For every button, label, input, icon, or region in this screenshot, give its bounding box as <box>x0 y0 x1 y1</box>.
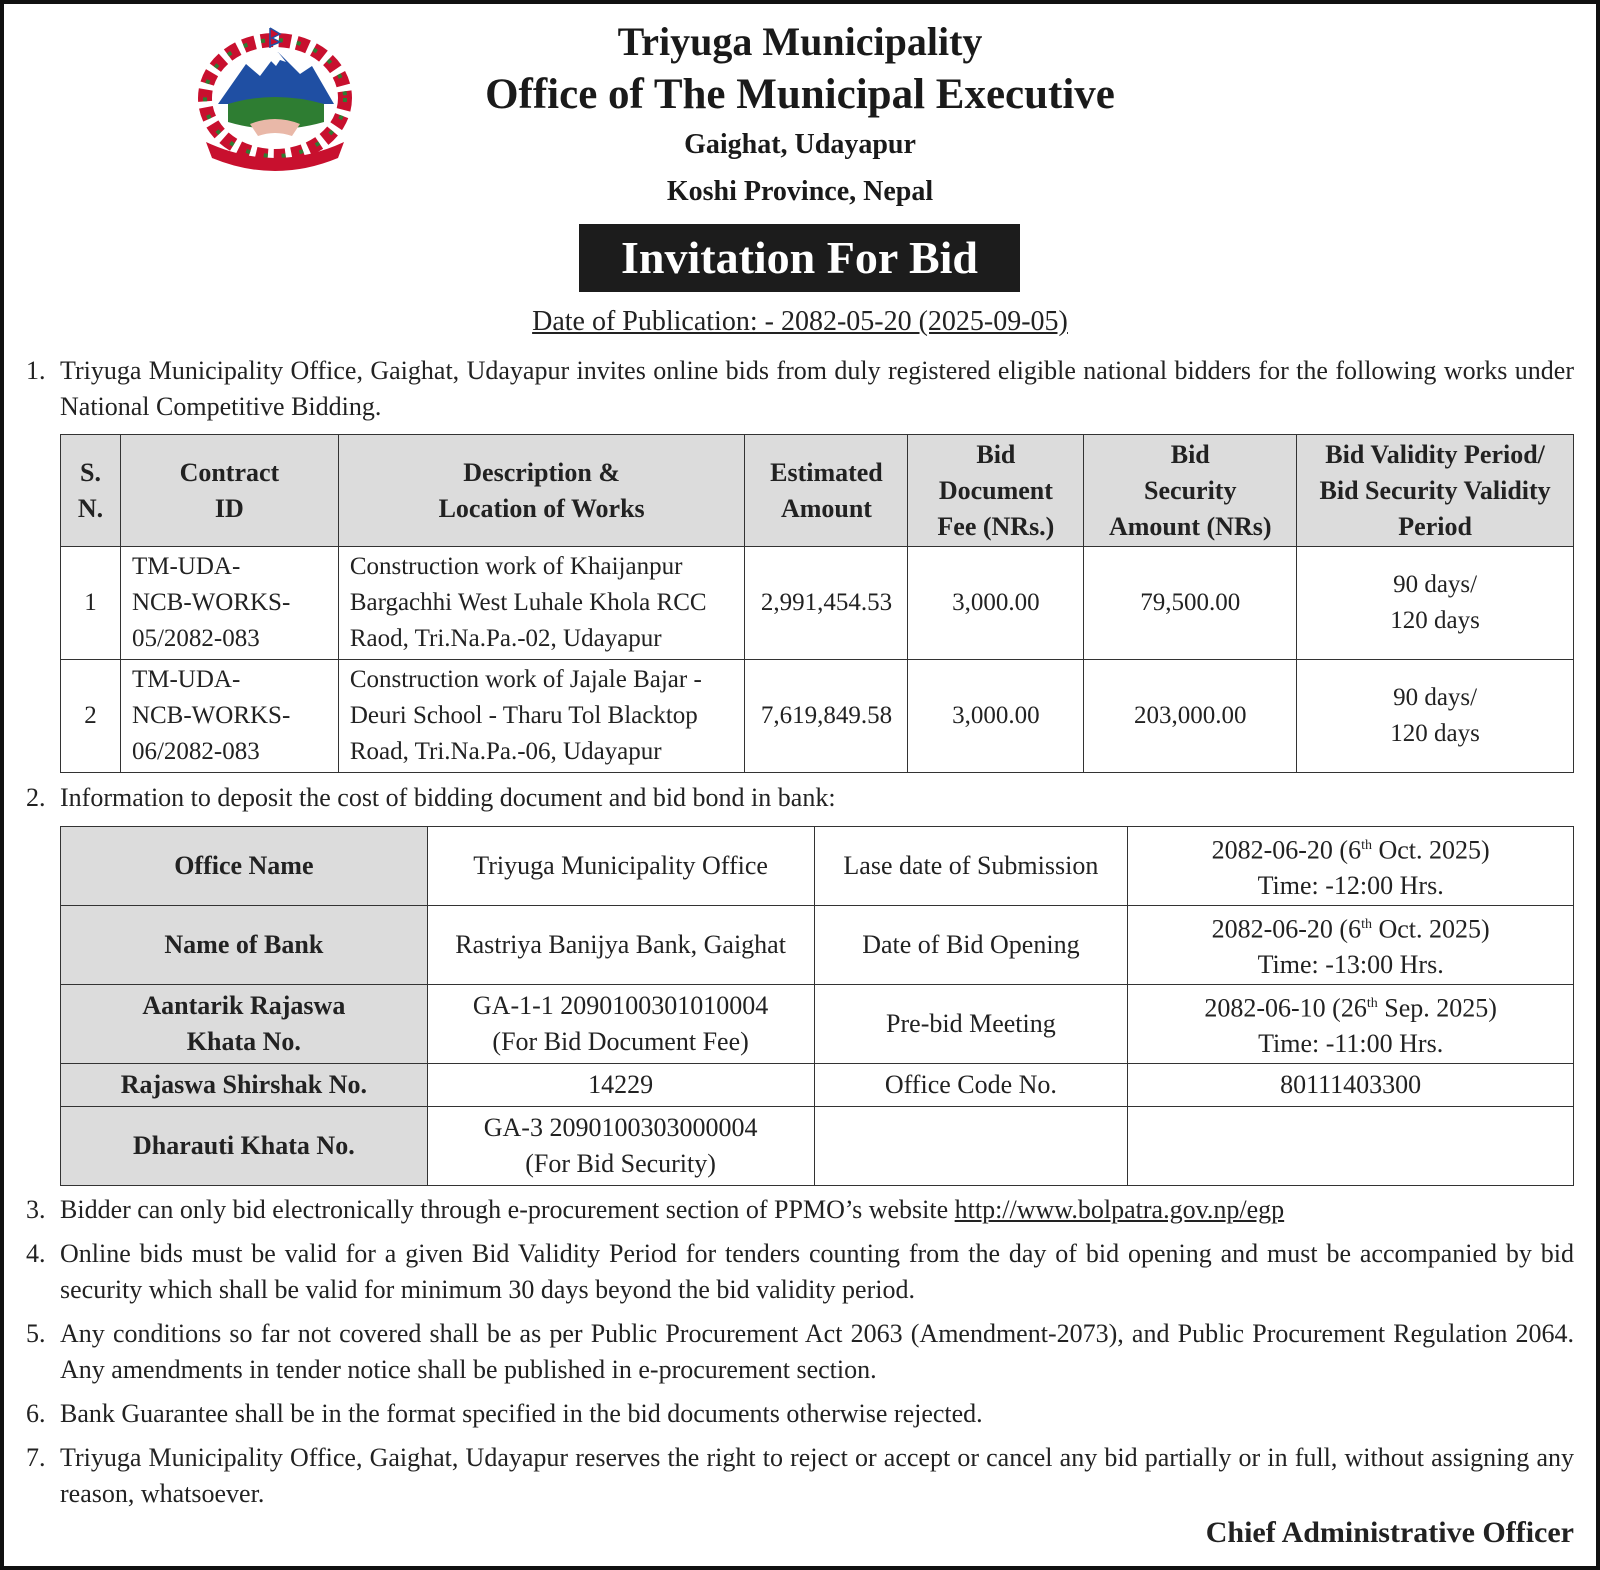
works-table-header <box>61 435 1574 547</box>
submission-value: 2082-06-20 (6th Oct. 2025) Time: -12:00 Hrs. <box>1128 827 1574 906</box>
address-line-1: Gaighat, Udayapur <box>684 129 916 160</box>
table-row <box>61 906 1574 985</box>
header-estimated: Estimated Amount <box>745 435 908 547</box>
clause-6: 6. Bank Guarantee shall be in the format specified in the bid documents otherwise rejected. <box>26 1399 983 1428</box>
row-contract-id: TM-UDA- NCB-WORKS- 05/2082-083 <box>120 547 338 660</box>
row-validity: 90 days/ 120 days <box>1297 660 1574 773</box>
row-estimated: 7,619,849.58 <box>745 660 908 773</box>
row-sn: 2 <box>61 660 121 773</box>
shirshak-value: 14229 <box>427 1064 814 1107</box>
clause-5: 5. Any conditions so far not covered shall be as per Public Procurement Act 2063 (Amendment-2073), and Public Procurement Regulation 2064. Any amendments in tender notice shall be published in e-procurement section. <box>26 1319 1574 1384</box>
header-contract-id: Contract ID <box>120 435 338 547</box>
header-sn: S. N. <box>61 435 121 547</box>
table-row <box>61 660 1574 773</box>
prebid-label: Pre-bid Meeting <box>814 985 1128 1064</box>
address-line-2: Koshi Province, Nepal <box>666 176 934 207</box>
row-contract-id: TM-UDA- NCB-WORKS- 06/2082-083 <box>120 660 338 773</box>
header-validity: Bid Validity Period/ Bid Security Validity Period <box>1297 435 1574 547</box>
municipality-title: Triyuga Municipality <box>617 19 983 64</box>
table-row <box>61 985 1574 1064</box>
signature-title: Chief Administrative Officer <box>1205 1516 1574 1549</box>
row-estimated: 2,991,454.53 <box>745 547 908 660</box>
clause-2: 2. Information to deposit the cost of bidding document and bid bond in bank: <box>26 783 836 812</box>
table-row <box>61 1107 1574 1186</box>
empty-cell <box>814 1107 1128 1186</box>
header-description: Description & Location of Works <box>338 435 745 547</box>
shirshak-label: Rajaswa Shirshak No. <box>61 1064 428 1107</box>
row-description: Construction work of Jajale Bajar - Deuri School - Tharu Tol Blacktop Road, Tri.Na.Pa.-06, Udayapur <box>338 660 745 773</box>
publication-date: Date of Publication: - 2082-05-20 (2025-09-05) <box>532 306 1068 337</box>
clause-4: 4. Online bids must be valid for a given Bid Validity Period for tenders counting from the day of bid opening and must be accompanied by bid security which shall be valid for minimum 30 days beyond the bid validity period. <box>26 1239 1574 1304</box>
row-doc-fee: 3,000.00 <box>908 660 1084 773</box>
row-sn: 1 <box>61 547 121 660</box>
dharauti-label: Dharauti Khata No. <box>61 1107 428 1186</box>
bank-info-table <box>60 826 1574 1186</box>
clause-3: 3. Bidder can only bid electronically through e-procurement section of PPMO’s website http://www.bolpatra.gov.np/egp <box>26 1195 1285 1224</box>
table-row <box>61 547 1574 660</box>
clause-7: 7. Triyuga Municipality Office, Gaighat, Udayapur reserves the right to reject or accept or cancel any bid partially or in full, without assigning any reason, whatsoever. <box>26 1443 1574 1508</box>
bid-opening-value: 2082-06-20 (6th Oct. 2025) Time: -13:00 Hrs. <box>1128 906 1574 985</box>
works-table <box>60 434 1574 773</box>
clause-1: 1. Triyuga Municipality Office, Gaighat, Udayapur invites online bids from duly registered eligible national bidders for the following works under National Competitive Bidding. <box>26 356 1574 421</box>
dharauti-value: GA-3 2090100303000004 (For Bid Security) <box>427 1107 814 1186</box>
khata-label: Aantarik Rajaswa Khata No. <box>61 985 428 1064</box>
office-name-value: Triyuga Municipality Office <box>427 827 814 906</box>
empty-cell <box>1128 1107 1574 1186</box>
table-row <box>61 1064 1574 1107</box>
row-description: Construction work of Khaijanpur Bargachhi West Luhale Khola RCC Raod, Tri.Na.Pa.-02, Udayapur <box>338 547 745 660</box>
bank-name-value: Rastriya Banijya Bank, Gaighat <box>427 906 814 985</box>
row-security: 203,000.00 <box>1084 660 1297 773</box>
invitation-banner: Invitation For Bid <box>579 224 1020 292</box>
bid-opening-label: Date of Bid Opening <box>814 906 1128 985</box>
header-security: Bid Security Amount (NRs) <box>1084 435 1297 547</box>
office-code-label: Office Code No. <box>814 1064 1128 1107</box>
table-row <box>61 827 1574 906</box>
header-doc-fee: Bid Document Fee (NRs.) <box>908 435 1084 547</box>
submission-label: Lase date of Submission <box>814 827 1128 906</box>
row-security: 79,500.00 <box>1084 547 1297 660</box>
khata-value: GA-1-1 2090100301010004 (For Bid Document Fee) <box>427 985 814 1064</box>
bolpatra-link[interactable]: http://www.bolpatra.gov.np/egp <box>954 1195 1285 1224</box>
row-doc-fee: 3,000.00 <box>908 547 1084 660</box>
office-code-value: 80111403300 <box>1128 1064 1574 1107</box>
bank-name-label: Name of Bank <box>61 906 428 985</box>
office-title: Office of The Municipal Executive <box>485 71 1115 118</box>
prebid-value: 2082-06-10 (26th Sep. 2025) Time: -11:00 Hrs. <box>1128 985 1574 1064</box>
row-validity: 90 days/ 120 days <box>1297 547 1574 660</box>
office-name-label: Office Name <box>61 827 428 906</box>
